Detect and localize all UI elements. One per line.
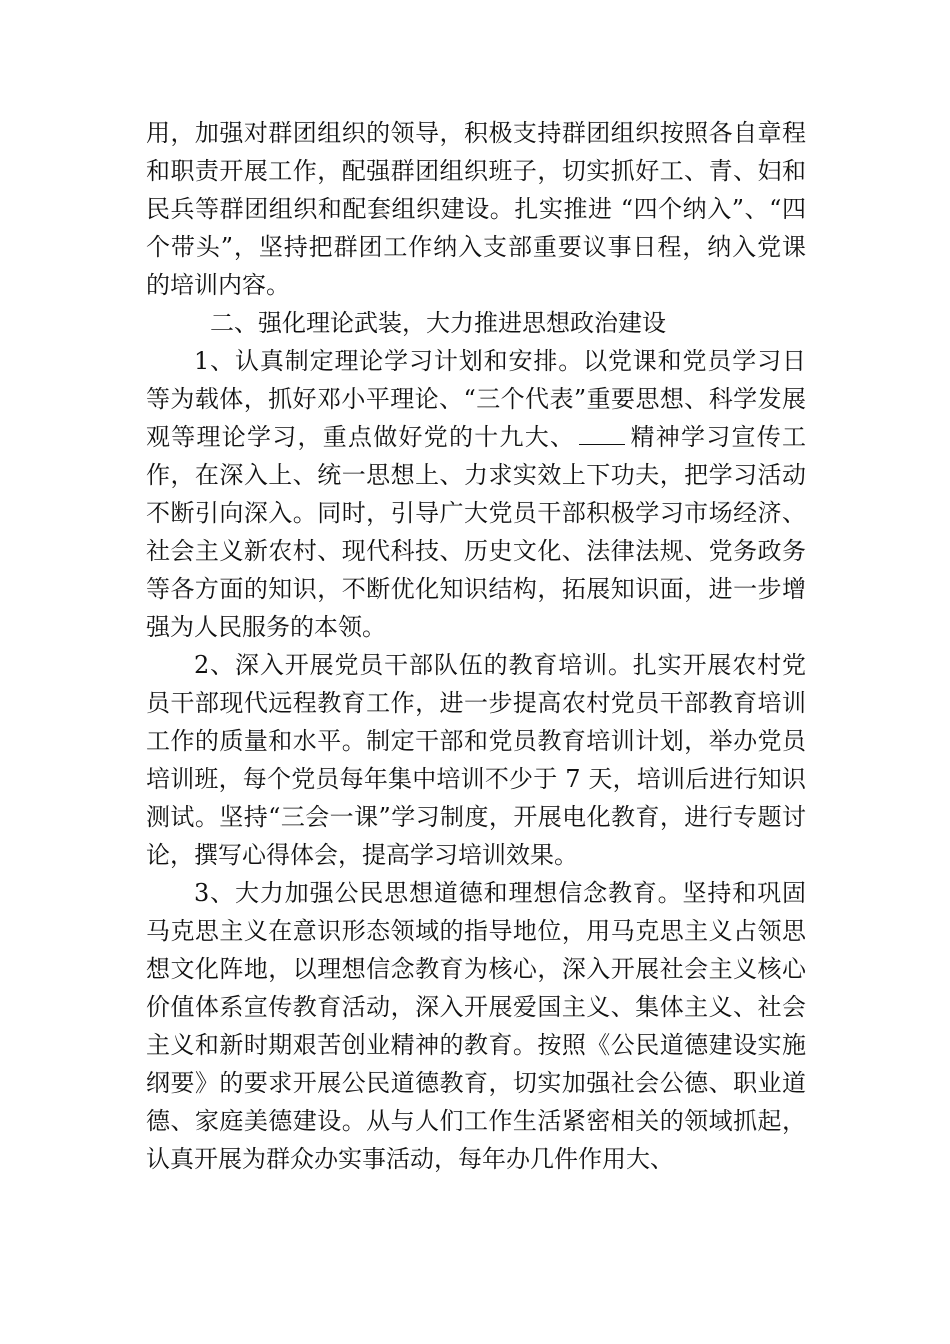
paragraph-2: 2、深入开展党员干部队伍的教育培训。扎实开展农村党员干部现代远程教育工作，进一步提高农村党员干部教育培训工作的质量和水平。制定干部和党员教育培训计划，举办党员培训班，每个党员每年集中培训不少于 7 天，培训后进行知识测试。坚持“三会一课”学习制度，开展电化教育，进行专题讨论，撰写心得体会，提高学习培训效果。: [146, 651, 806, 869]
paragraph-1-part-b: 精神学习宣传工作，在深入上、统一思想上、力求实效上下功夫，把学习活动不断引向深入。同时，引导广大党员干部积极学习市场经济、社会主义新农村、现代科技、历史文化、法律法规、党务政务等各方面的知识，不断优化知识结构，拓展知识面，进一步增强为人民服务的本领。: [146, 423, 806, 641]
paragraph-continued: 用，加强对群团组织的领导，积极支持群团组织按照各自章程和职责开展工作，配强群团组织班子，切实抓好工、青、妇和民兵等群团组织和配套组织建设。扎实推进 “四个纳入”、“四个带头”，坚持把群团工作纳入支部重要议事日程，纳入党课的培训内容。: [146, 119, 806, 299]
paragraph-3: 3、大力加强公民思想道德和理想信念教育。坚持和巩固马克思主义在意识形态领域的指导地位，用马克思主义占领思想文化阵地，以理想信念教育为核心，深入开展社会主义核心价值体系宣传教育活动，深入开展爱国主义、集体主义、社会主义和新时期艰苦创业精神的教育。按照《公民道德建设实施纲要》的要求开展公民道德教育，切实加强社会公德、职业道德、家庭美德建设。从与人们工作生活紧密相关的领域抓起，认真开展为群众办实事活动，每年办几件作用大、: [146, 879, 806, 1173]
document-page: [146, 114, 806, 1178]
paragraph-1: [146, 342, 806, 646]
paragraph-1-part-a: 1、认真制定理论学习计划和安排。以党课和党员学习日等为载体，抓好邓小平理论、“三个代表”重要思想、科学发展观等理论学习，重点做好党的十九大、: [146, 347, 806, 451]
fill-in-blank: [579, 422, 625, 445]
section-heading: 二、强化理论武装，大力推进思想政治建设: [210, 309, 666, 337]
